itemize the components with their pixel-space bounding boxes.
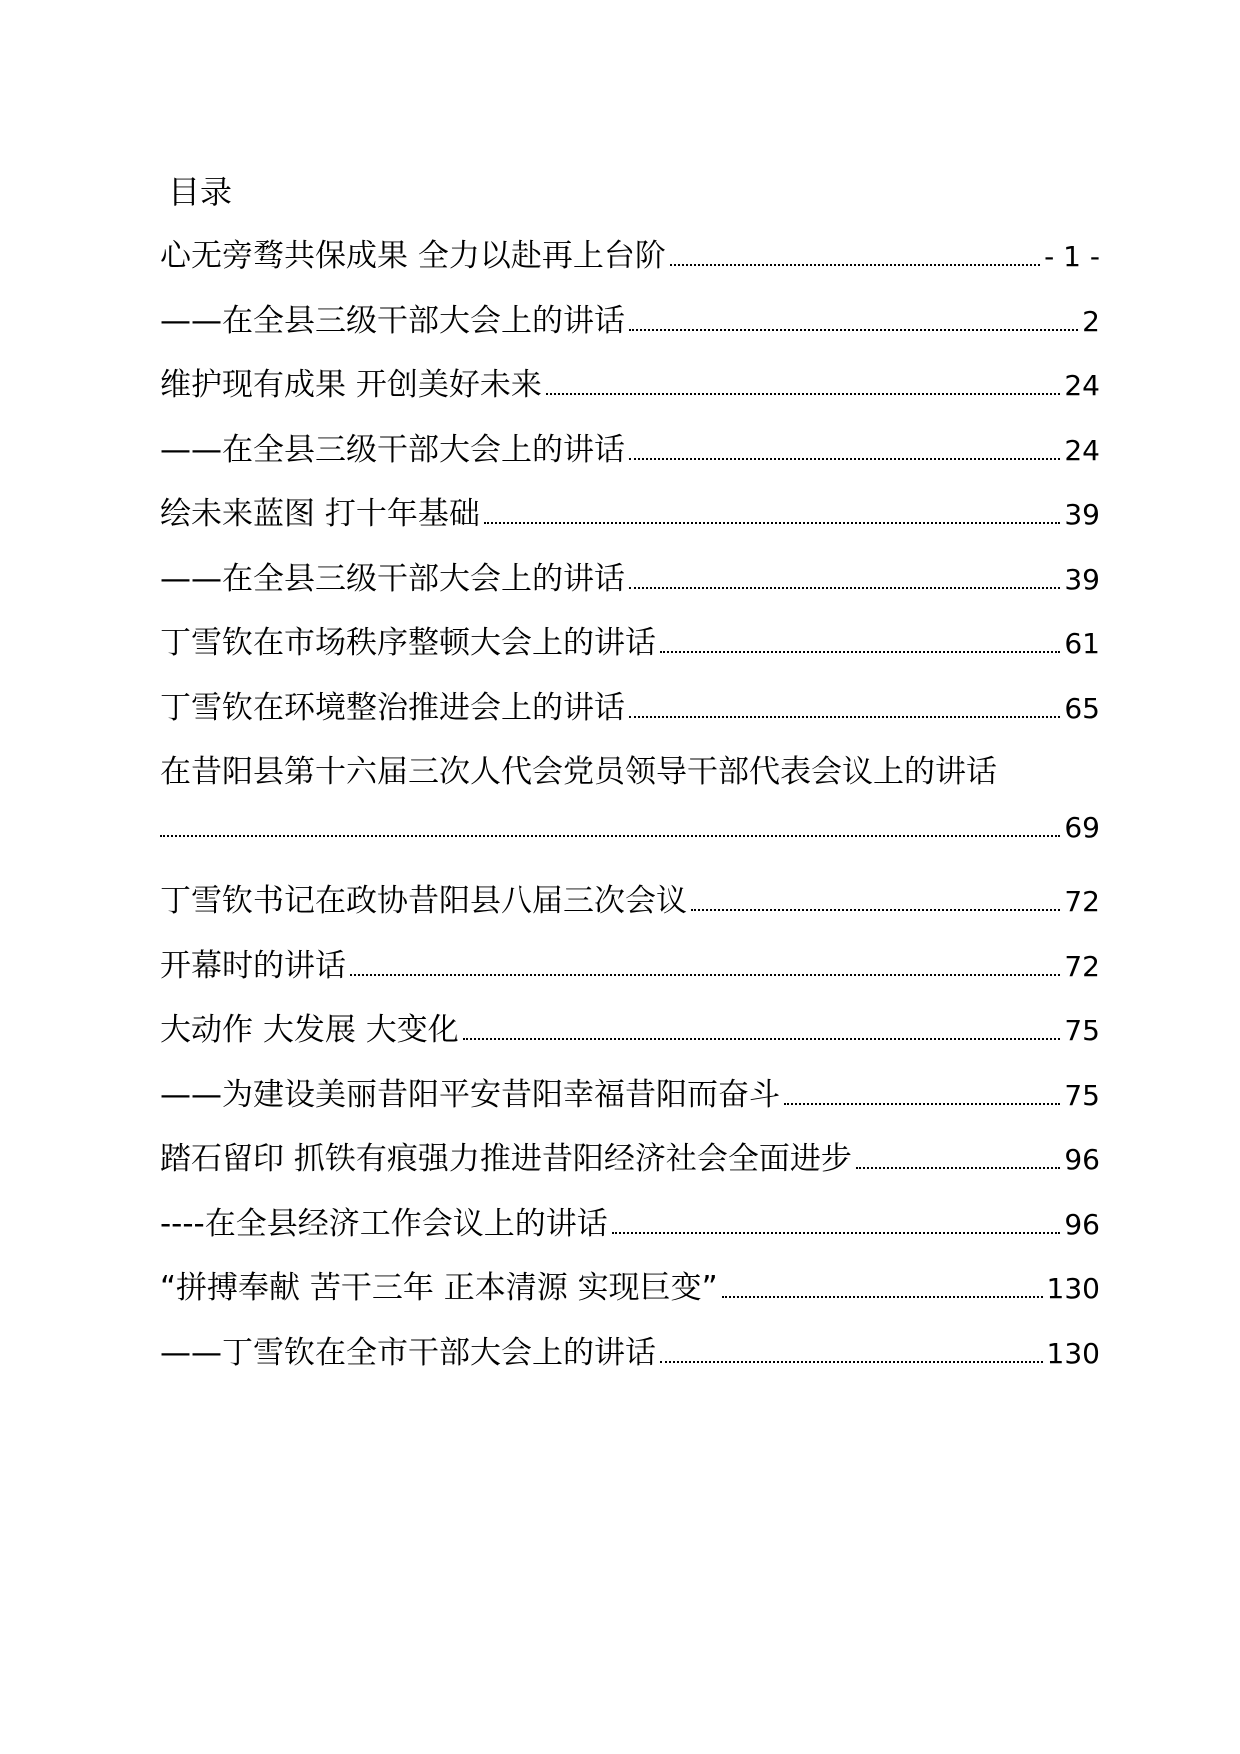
toc-entry-title: ----在全县经济工作会议上的讲话 bbox=[160, 1205, 608, 1242]
toc-entry-page: 24 bbox=[1064, 433, 1100, 467]
dot-leader bbox=[670, 264, 1040, 266]
toc-entry-page: 75 bbox=[1064, 1078, 1100, 1112]
toc-entry-title: 丁雪钦在市场秩序整顿大会上的讲话 bbox=[160, 625, 656, 661]
toc-entry-title: ——丁雪钦在全市干部大会上的讲话 bbox=[160, 1334, 656, 1371]
toc-entry-title: ——在全县三级干部大会上的讲话 bbox=[160, 431, 625, 468]
toc-entry-title: 心无旁骛共保成果 全力以赴再上台阶 bbox=[160, 238, 666, 274]
dot-leader bbox=[629, 587, 1060, 589]
toc-entry[interactable] bbox=[160, 488, 1100, 553]
dot-leader bbox=[463, 1038, 1061, 1040]
dot-leader bbox=[691, 909, 1060, 911]
toc-entry-page: 75 bbox=[1064, 1014, 1100, 1047]
toc-entry[interactable] bbox=[160, 940, 1100, 1005]
toc-entry[interactable] bbox=[160, 553, 1100, 618]
toc-entry[interactable] bbox=[160, 682, 1100, 747]
toc-entry-page: 69 bbox=[1064, 810, 1100, 844]
toc-entry-continuation[interactable] bbox=[160, 811, 1100, 876]
toc-entry-page: 130 bbox=[1046, 1272, 1100, 1305]
toc-entry[interactable] bbox=[160, 424, 1100, 489]
dot-leader bbox=[629, 458, 1060, 460]
toc-entry[interactable] bbox=[160, 1133, 1100, 1198]
toc-entry-page: 2 bbox=[1082, 304, 1100, 338]
dot-leader bbox=[629, 329, 1078, 331]
toc-entry[interactable] bbox=[160, 359, 1100, 424]
toc-entry-page: 96 bbox=[1064, 1207, 1100, 1241]
toc-entry-title: 绘未来蓝图 打十年基础 bbox=[160, 496, 480, 532]
dot-leader bbox=[350, 974, 1060, 976]
toc-entry-title: 开幕时的讲话 bbox=[160, 947, 346, 984]
toc-entry-title: 在昔阳县第十六届三次人代会党员领导干部代表会议上的讲话 bbox=[160, 754, 997, 790]
toc-entry-page: - 1 - bbox=[1044, 240, 1100, 273]
toc-entry-page: 130 bbox=[1046, 1336, 1100, 1370]
toc-entry-title: ——在全县三级干部大会上的讲话 bbox=[160, 560, 625, 597]
dot-leader bbox=[612, 1232, 1061, 1234]
table-of-contents bbox=[160, 230, 1100, 1391]
toc-entry-page: 39 bbox=[1064, 498, 1100, 531]
toc-entry-title: 大动作 大发展 大变化 bbox=[160, 1012, 459, 1048]
toc-entry[interactable] bbox=[160, 1327, 1100, 1392]
toc-entry-page: 24 bbox=[1064, 369, 1100, 402]
dot-leader bbox=[722, 1296, 1043, 1298]
toc-entry-title: ——为建设美丽昔阳平安昔阳幸福昔阳而奋斗 bbox=[160, 1076, 780, 1113]
dot-leader bbox=[784, 1103, 1060, 1105]
toc-entry[interactable] bbox=[160, 1069, 1100, 1134]
toc-entry[interactable] bbox=[160, 617, 1100, 682]
toc-entry-page: 65 bbox=[1064, 691, 1100, 725]
toc-entry[interactable] bbox=[160, 875, 1100, 940]
toc-entry-page: 39 bbox=[1064, 562, 1100, 596]
toc-entry-page: 61 bbox=[1064, 627, 1100, 660]
toc-entry-page: 72 bbox=[1064, 949, 1100, 983]
toc-entry[interactable] bbox=[160, 746, 1100, 811]
dot-leader bbox=[660, 651, 1060, 653]
toc-entry-title: 维护现有成果 开创美好未来 bbox=[160, 367, 542, 403]
toc-entry[interactable] bbox=[160, 1198, 1100, 1263]
toc-heading: 目录 bbox=[168, 173, 233, 211]
toc-entry-page: 96 bbox=[1064, 1143, 1100, 1176]
toc-entry-title: 丁雪钦在环境整治推进会上的讲话 bbox=[160, 689, 625, 726]
dot-leader bbox=[856, 1167, 1061, 1169]
dot-leader bbox=[484, 522, 1061, 524]
toc-entry-page: 72 bbox=[1064, 885, 1100, 918]
toc-entry-title: ——在全县三级干部大会上的讲话 bbox=[160, 302, 625, 339]
toc-entry[interactable] bbox=[160, 1262, 1100, 1327]
dot-leader bbox=[160, 835, 1060, 837]
toc-entry-title: 踏石留印 抓铁有痕强力推进昔阳经济社会全面进步 bbox=[160, 1141, 852, 1177]
toc-entry-title: “拼搏奉献 苦干三年 正本清源 实现巨变” bbox=[160, 1270, 718, 1306]
toc-entry[interactable] bbox=[160, 230, 1100, 295]
dot-leader bbox=[629, 716, 1060, 718]
dot-leader bbox=[660, 1361, 1043, 1363]
toc-entry[interactable] bbox=[160, 1004, 1100, 1069]
toc-entry[interactable] bbox=[160, 295, 1100, 360]
toc-entry-title: 丁雪钦书记在政协昔阳县八届三次会议 bbox=[160, 883, 687, 919]
dot-leader bbox=[546, 393, 1061, 395]
